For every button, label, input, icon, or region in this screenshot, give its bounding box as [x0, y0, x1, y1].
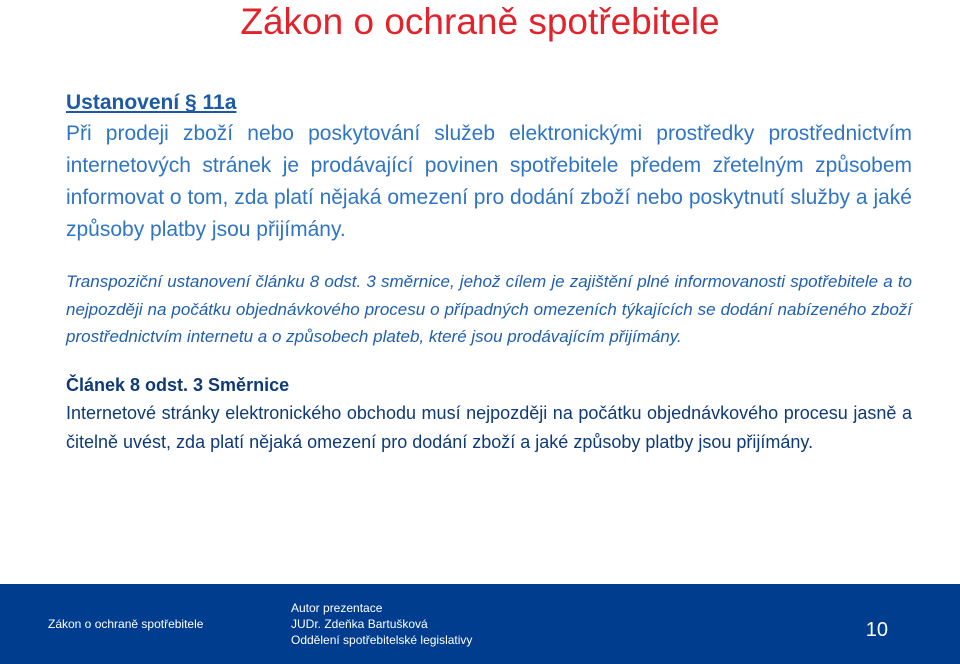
- footer-author-info: [291, 600, 472, 648]
- section-text-11a: Při prodeji zboží nebo poskytování služeb elektronickými prostředky prostřednictvím internetových stránek je prodávající povinen spotřebitele předem zřetelným způsobem informovat o tom, zda platí nějaká omezení pro dodání zboží nebo poskytnutí služby a jaké způsoby platby jsou přijímány.: [66, 122, 912, 241]
- section-heading-article: Článek 8 odst. 3 Směrnice: [66, 374, 290, 395]
- footer-author-label: Autor prezentace: [291, 601, 383, 615]
- page-number: 10: [865, 619, 888, 641]
- slide-footer: [0, 584, 960, 664]
- section-text-article: Internetové stránky elektronického obchodu musí nejpozději na počátku objednávkového procesu jasně a čitelně uvést, zda platí nějaká omezení pro dodání zboží a jaké způsoby platby jsou přijímány.: [66, 402, 912, 452]
- section-heading-11a: Ustanovení § 11a: [66, 91, 237, 114]
- slide-title: Zákon o ochraně spotřebitele: [240, 1, 720, 42]
- footer-author-name: JUDr. Zdeňka Bartušková: [291, 617, 428, 631]
- transposition-note: Transpoziční ustanovení článku 8 odst. 3 směrnice, jehož cílem je zajištění plné informovanosti spotřebitele a to nejpozději na počátku objednávkového procesu o případných omezeních týkajících se dodání nabízeného zboží prostřednictvím internetu a o způsobech plateb, které jsou prodávajícím přijímány.: [66, 272, 912, 346]
- slide-content: [66, 88, 912, 457]
- footer-presentation-title: Zákon o ochraně spotřebitele: [48, 617, 204, 631]
- footer-department: Oddělení spotřebitelské legislativy: [291, 633, 473, 647]
